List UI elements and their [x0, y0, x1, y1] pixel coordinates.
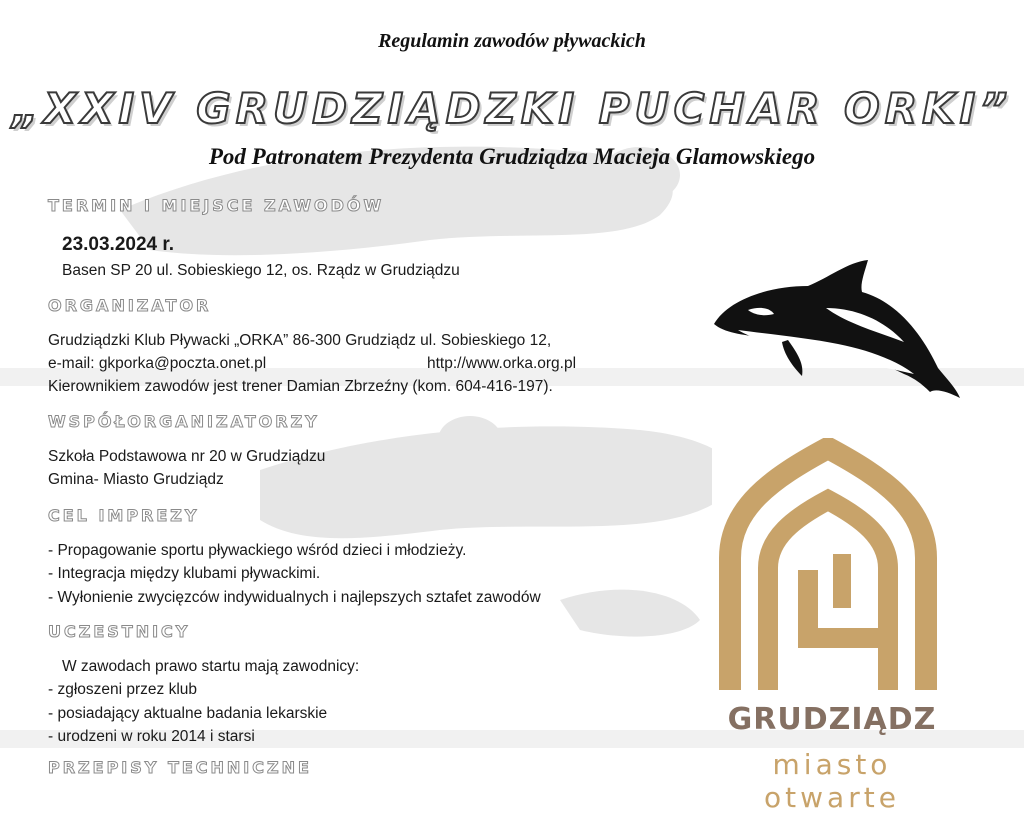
logo-tagline: miasto otwarte	[764, 748, 900, 814]
logo-city-name: GRUDZIĄDZ	[727, 702, 937, 737]
section-heading-przepisy: PRZEPISY TECHNICZNE	[48, 758, 312, 777]
participants-intro: W zawodach prawo startu mają zawodnicy:	[62, 658, 360, 675]
organizer-manager: Kierownikiem zawodów jest trener Damian Zbrzeźny (kom. 604-416-197).	[48, 378, 553, 395]
organizer-email: e-mail: gkporka@poczta.onet.pl	[48, 355, 267, 372]
section-heading-uczestnicy: UCZESTNICY	[48, 622, 191, 641]
orca-icon	[708, 256, 964, 404]
participant-requirement: - zgłoszeni przez klub	[48, 681, 198, 698]
goal-item: - Wyłonienie zwycięzców indywidualnych i najlepszych sztafet zawodów	[48, 589, 541, 606]
event-place: Basen SP 20 ul. Sobieskiego 12, os. Rządz w Grudziądzu	[62, 262, 460, 279]
participant-requirement: - posiadający aktualne badania lekarskie	[48, 705, 328, 722]
section-heading-termin: TERMIN I MIEJSCE ZAWODÓW	[48, 196, 385, 215]
section-heading-wspolorganizatorzy: WSPÓŁORGANIZATORZY	[48, 412, 320, 431]
event-date: 23.03.2024 r.	[62, 234, 174, 255]
participant-requirement: - urodzeni w roku 2014 i starsi	[48, 728, 255, 745]
organizer-website[interactable]: http://www.orka.org.pl	[427, 355, 577, 372]
co-organizer: Gmina- Miasto Grudziądz	[48, 471, 224, 488]
document-title: „XXIV GRUDZIĄDZKI PUCHAR ORKI”	[11, 84, 1013, 133]
document-subtitle: Regulamin zawodów pływackich	[378, 30, 646, 52]
co-organizer: Szkoła Podstawowa nr 20 w Grudziądzu	[48, 448, 326, 465]
section-heading-organizator: ORGANIZATOR	[48, 296, 212, 315]
goal-item: - Propagowanie sportu pływackiego wśród dzieci i młodzieży.	[48, 542, 467, 559]
organizer-address: Grudziądzki Klub Pływacki „ORKA” 86-300 Grudziądz ul. Sobieskiego 12,	[48, 332, 552, 349]
goal-item: - Integracja między klubami pływackimi.	[48, 565, 321, 582]
patronage-line: Pod Patronatem Prezydenta Grudziądza Macieja Glamowskiego	[208, 144, 816, 169]
section-heading-cel: CEL IMPREZY	[48, 506, 200, 525]
grudziadz-logo-icon	[712, 438, 944, 700]
